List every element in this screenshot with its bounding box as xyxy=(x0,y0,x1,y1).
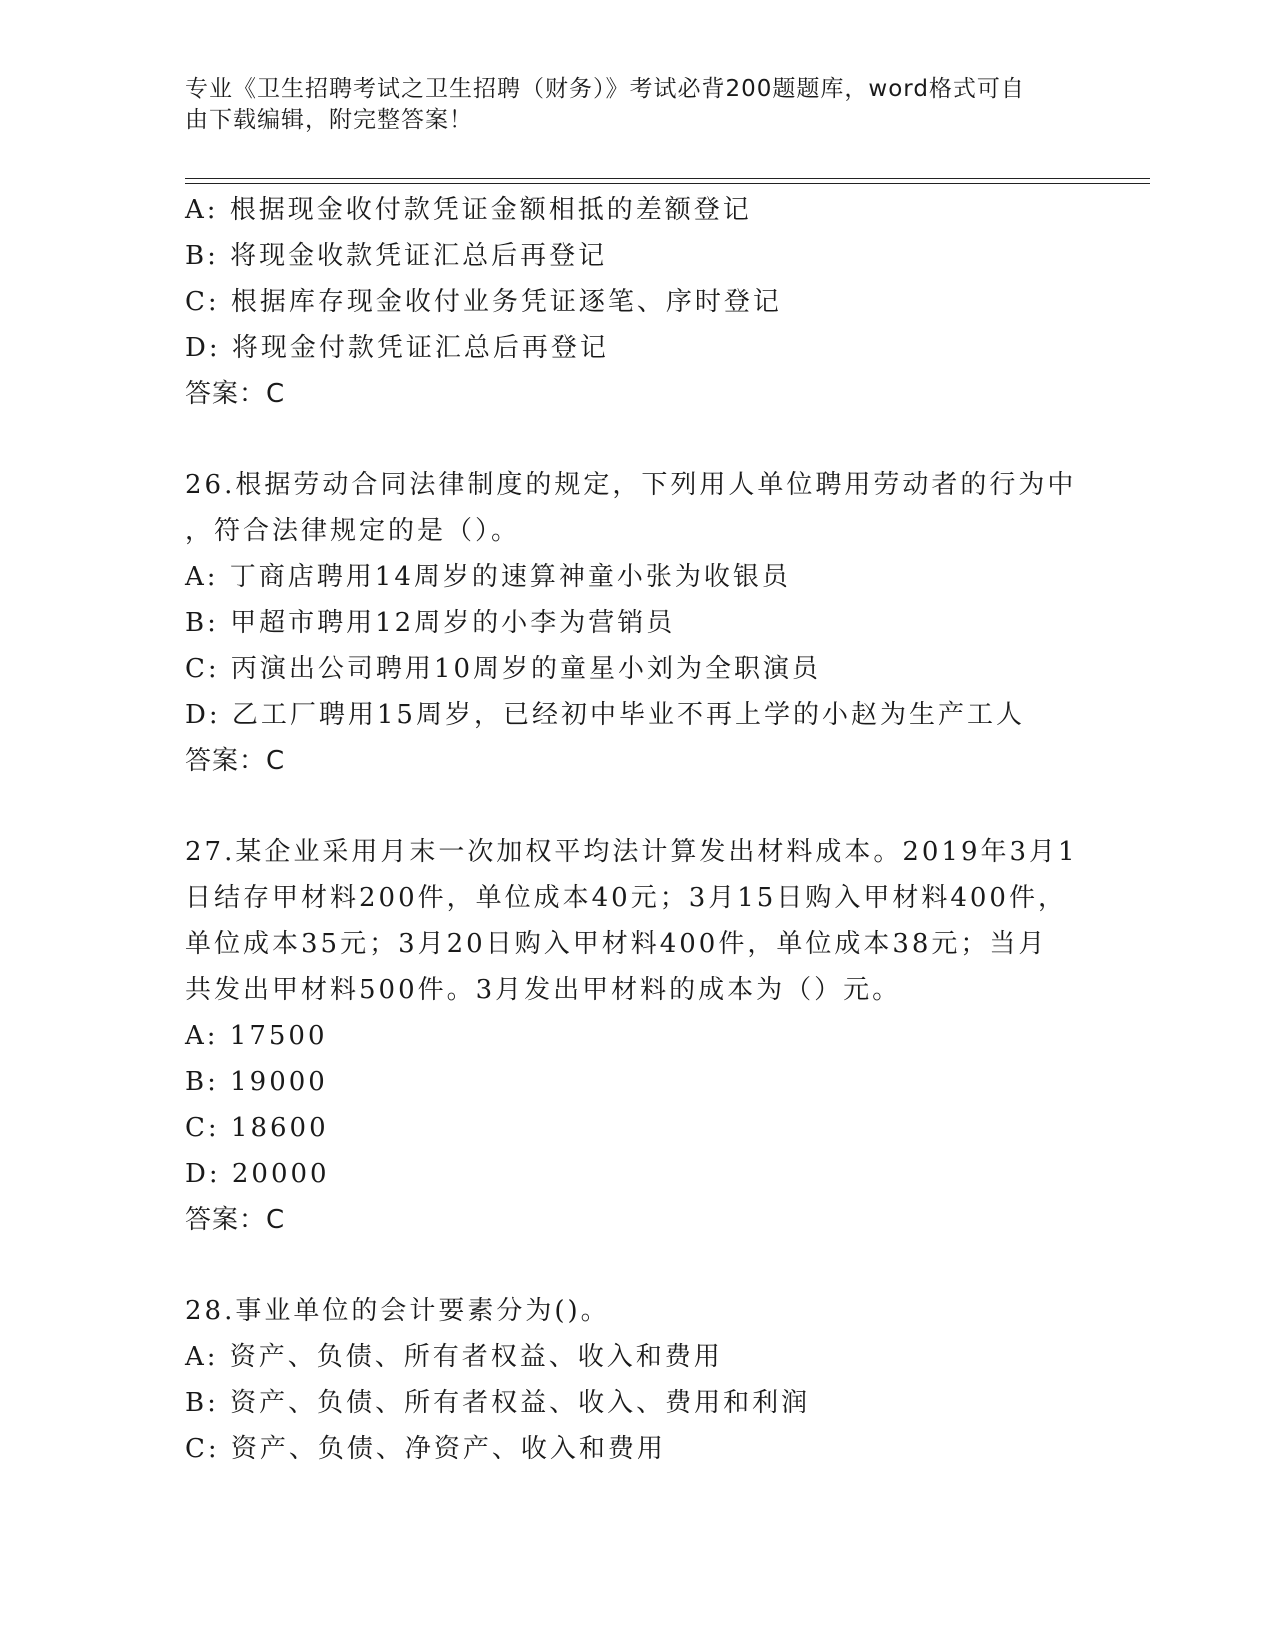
spacer xyxy=(185,1243,1085,1288)
question-28 xyxy=(185,1288,1085,1472)
option-a: A: 丁商店聘用14周岁的速算神童小张为收银员 xyxy=(185,562,791,592)
question-text-line: ，符合法律规定的是（）。 xyxy=(185,516,521,546)
option-d: D: 20000 xyxy=(185,1159,330,1189)
question-list xyxy=(185,187,1085,1472)
header-line-2: 由下载编辑，附完整答案！ xyxy=(185,107,473,133)
option-d: D: 将现金付款凭证汇总后再登记 xyxy=(185,333,609,363)
option-b: B: 19000 xyxy=(185,1067,328,1097)
option-c: C: 根据库存现金收付业务凭证逐笔、序时登记 xyxy=(185,287,782,317)
answer-line: 答案：C xyxy=(185,1205,286,1235)
option-d: D: 乙工厂聘用15周岁，已经初中毕业不再上学的小赵为生产工人 xyxy=(185,700,1025,730)
option-c: C: 丙演出公司聘用10周岁的童星小刘为全职演员 xyxy=(185,654,822,684)
option-c: C: 18600 xyxy=(185,1113,329,1143)
answer-line: 答案：C xyxy=(185,379,286,409)
question-text-line: 27.某企业采用月末一次加权平均法计算发出材料成本。2019年3月1 xyxy=(185,837,1078,867)
header-divider-bottom xyxy=(185,183,1150,184)
option-c: C: 资产、负债、净资产、收入和费用 xyxy=(185,1434,666,1464)
header-divider-top xyxy=(185,178,1150,179)
option-b: B: 资产、负债、所有者权益、收入、费用和利润 xyxy=(185,1388,811,1418)
question-text-line: 共发出甲材料500件。3月发出甲材料的成本为（）元。 xyxy=(185,975,902,1005)
spacer xyxy=(185,417,1085,462)
header-line-1: 专业《卫生招聘考试之卫生招聘（财务）》考试必背200题题库，word格式可自 xyxy=(185,76,1025,102)
option-b: B: 将现金收款凭证汇总后再登记 xyxy=(185,241,608,271)
question-text-line: 单位成本35元；3月20日购入甲材料400件，单位成本38元；当月 xyxy=(185,929,1048,959)
option-a: A: 根据现金收付款凭证金额相抵的差额登记 xyxy=(185,195,752,225)
question-27 xyxy=(185,829,1085,1243)
question-25 xyxy=(185,187,1085,417)
option-b: B: 甲超市聘用12周岁的小李为营销员 xyxy=(185,608,676,638)
option-a: A: 资产、负债、所有者权益、收入和费用 xyxy=(185,1342,723,1372)
document-header xyxy=(185,74,1065,136)
question-text-line: 26.根据劳动合同法律制度的规定，下列用人单位聘用劳动者的行为中 xyxy=(185,470,1077,500)
spacer xyxy=(185,784,1085,829)
question-26 xyxy=(185,462,1085,784)
question-text-line: 28.事业单位的会计要素分为()。 xyxy=(185,1296,610,1326)
option-a: A: 17500 xyxy=(185,1021,328,1051)
question-text-line: 日结存甲材料200件，单位成本40元；3月15日购入甲材料400件， xyxy=(185,883,1067,913)
answer-line: 答案：C xyxy=(185,746,286,776)
